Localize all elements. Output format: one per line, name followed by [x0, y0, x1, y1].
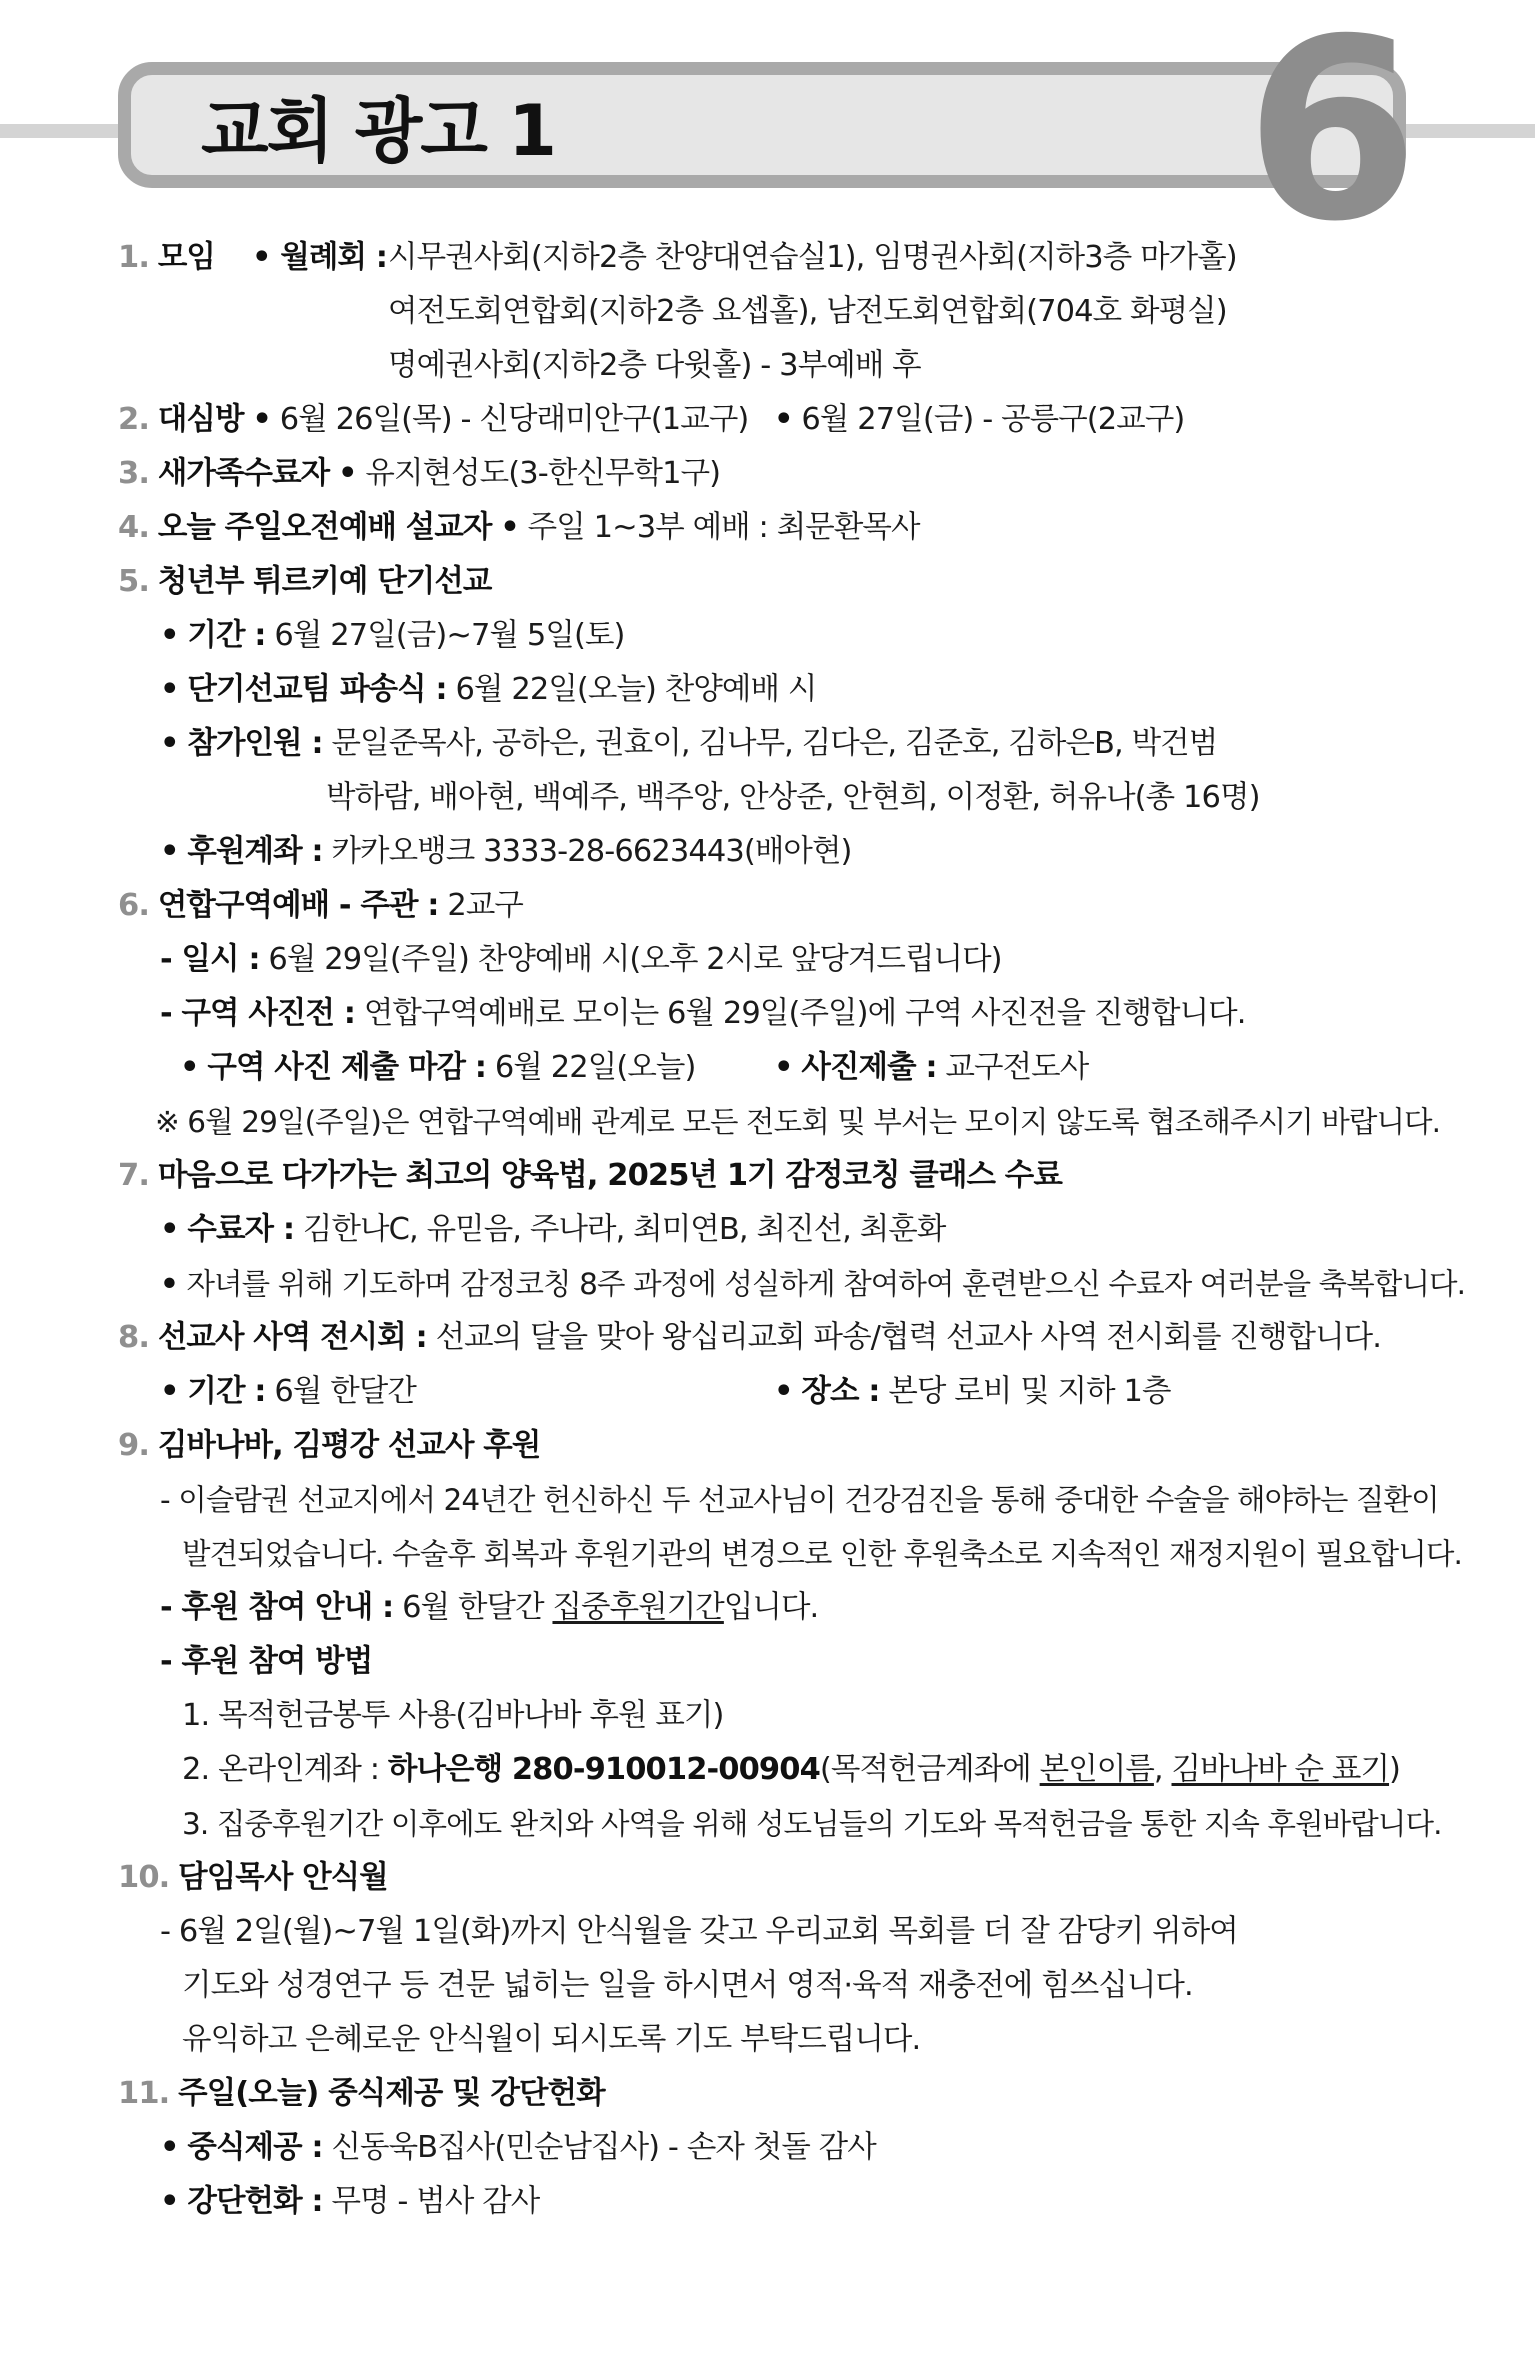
- item-6-date: - 일시 : 6월 29일(주일) 찬양예배 시(오후 2시로 앞당겨드립니다): [160, 942, 1002, 977]
- item-8-period: • 기간 : 6월 한달간: [160, 1374, 416, 1409]
- item-5-account: • 후원계좌 : 카카오뱅크 3333-28-6623443(배아현): [160, 834, 852, 869]
- item-6-submit: • 사진제출 : 교구전도사: [774, 1050, 1089, 1085]
- item-4: 4. 오늘 주일오전예배 설교자 • 주일 1~3부 예배 : 최문환목사: [118, 510, 920, 545]
- item-9-method-2: 2. 온라인계좌 : 하나은행 280-910012-00904(목적헌금계좌에 본인이름, 김바나바 순 표기): [182, 1752, 1401, 1787]
- item-9-desc-1: - 이슬람권 선교지에서 24년간 헌신하신 두 선교사님이 건강검진을 통해 중대한 수술을 해야하는 질환이: [160, 1483, 1439, 1517]
- page-title: 교회 광고 1: [201, 90, 555, 172]
- item-5-head: 5. 청년부 튀르키예 단기선교: [118, 564, 492, 599]
- item-11-lunch: • 중식제공 : 신동욱B집사(민순남집사) - 손자 첫돌 감사: [160, 2130, 876, 2165]
- item-1-head: 1. 모임: [118, 240, 215, 275]
- item-2-b: • 6월 27일(금) - 공릉구(2교구): [774, 402, 1185, 437]
- item-6-head: 6. 연합구역예배 - 주관 : 2교구: [118, 888, 523, 923]
- item-7-bless: • 자녀를 위해 기도하며 감정코칭 8주 과정에 성실하게 참여하여 훈련받으신 수료자 여러분을 축복합니다.: [160, 1267, 1466, 1301]
- item-6-note: ※ 6월 29일(주일)은 연합구역예배 관계로 모든 전도회 및 부서는 모이지 않도록 협조해주시기 바랍니다.: [155, 1105, 1441, 1139]
- item-1-sub: • 월례회 :: [252, 240, 388, 275]
- item-9-method: - 후원 참여 방법: [160, 1644, 373, 1679]
- item-5-members: • 참가인원 : 문일준목사, 공하은, 권효이, 김나무, 김다은, 김준호, 김하은B, 박건범: [160, 726, 1218, 761]
- item-9-guide: - 후원 참여 안내 : 6월 한달간 집중후원기간입니다.: [160, 1590, 819, 1625]
- item-10-head: 10. 담임목사 안식월: [118, 1860, 388, 1895]
- item-5-period: • 기간 : 6월 27일(금)~7월 5일(토): [160, 618, 625, 653]
- item-1-line-3: 명예권사회(지하2층 다윗홀) - 3부예배 후: [388, 348, 921, 383]
- item-6-deadline: • 구역 사진 제출 마감 : 6월 22일(오늘): [180, 1050, 696, 1085]
- item-5-members-2: 박하람, 배아현, 백예주, 백주앙, 안상준, 안현희, 이정환, 허유나(총 16명): [326, 780, 1260, 815]
- item-9-method-3: 3. 집중후원기간 이후에도 완치와 사역을 위해 성도님들의 기도와 목적헌금을 통한 지속 후원바랍니다.: [182, 1807, 1442, 1841]
- item-1-line-2: 여전도회연합회(지하2층 요셉홀), 남전도회연합회(704호 화평실): [388, 294, 1227, 329]
- item-10-line-1: - 6월 2일(월)~7월 1일(화)까지 안식월을 갖고 우리교회 목회를 더 잘 감당키 위하여: [160, 1914, 1238, 1949]
- item-6-photo: - 구역 사진전 : 연합구역예배로 모이는 6월 29일(주일)에 구역 사진전을 진행합니다.: [160, 996, 1246, 1031]
- item-8-head: 8. 선교사 사역 전시회 : 선교의 달을 맞아 왕십리교회 파송/협력 선교사 사역 전시회를 진행합니다.: [118, 1320, 1381, 1355]
- item-9-head: 9. 김바나바, 김평강 선교사 후원: [118, 1428, 541, 1463]
- item-11-flower: • 강단헌화 : 무명 - 범사 감사: [160, 2184, 540, 2219]
- item-2: 2. 대심방 • 6월 26일(목) - 신당래미안구(1교구): [118, 402, 749, 437]
- item-8-place: • 장소 : 본당 로비 및 지하 1층: [774, 1374, 1171, 1409]
- item-3: 3. 새가족수료자 • 유지현성도(3-한신무학1구): [118, 456, 721, 491]
- item-7-grad: • 수료자 : 김한나C, 유믿음, 주나라, 최미연B, 최진선, 최훈화: [160, 1212, 946, 1247]
- item-1-line-1: 시무권사회(지하2층 찬양대연습실1), 임명권사회(지하3층 마가홀): [388, 240, 1237, 275]
- title-box: [118, 62, 1406, 188]
- item-9-desc-2: 발견되었습니다. 수술후 회복과 후원기관의 변경으로 인한 후원축소로 지속적인 재정지원이 필요합니다.: [182, 1537, 1462, 1571]
- item-10-line-2: 기도와 성경연구 등 견문 넓히는 일을 하시면서 영적·육적 재충전에 힘쓰십니다.: [182, 1968, 1193, 2003]
- item-5-send: • 단기선교팀 파송식 : 6월 22일(오늘) 찬양예배 시: [160, 672, 817, 707]
- item-10-line-3: 유익하고 은혜로운 안식월이 되시도록 기도 부탁드립니다.: [182, 2022, 921, 2057]
- page-number: 6: [1245, 0, 1411, 276]
- item-9-method-1: 1. 목적헌금봉투 사용(김바나바 후원 표기): [182, 1698, 724, 1733]
- item-7-head: 7. 마음으로 다가가는 최고의 양육법, 2025년 1기 감정코칭 클래스 수료: [118, 1158, 1062, 1193]
- item-11-head: 11. 주일(오늘) 중식제공 및 강단헌화: [118, 2076, 605, 2111]
